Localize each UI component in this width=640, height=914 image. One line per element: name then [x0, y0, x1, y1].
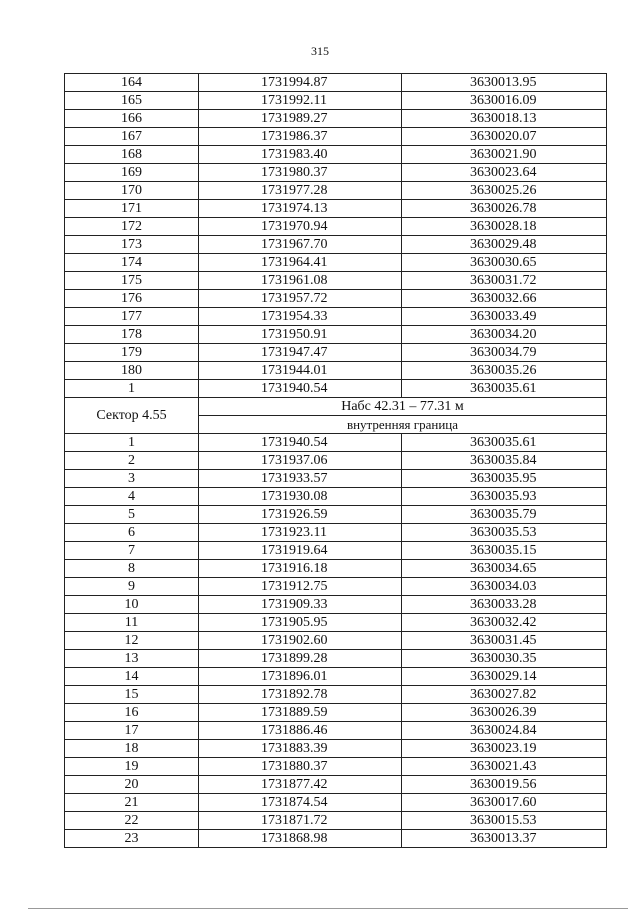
- x-coordinate-cell: 1731889.59: [199, 704, 402, 722]
- point-number-cell: 167: [65, 128, 199, 146]
- point-number-cell: 4: [65, 488, 199, 506]
- rows-after-group: [65, 434, 607, 848]
- x-coordinate-cell: 1731980.37: [199, 164, 402, 182]
- table-row: [65, 758, 607, 776]
- table-row: [65, 722, 607, 740]
- x-coordinate-cell: 1731989.27: [199, 110, 402, 128]
- y-coordinate-cell: 3630026.78: [402, 200, 607, 218]
- y-coordinate-cell: 3630021.90: [402, 146, 607, 164]
- y-coordinate-cell: 3630035.61: [402, 380, 607, 398]
- point-number-cell: 174: [65, 254, 199, 272]
- x-coordinate-cell: 1731947.47: [199, 344, 402, 362]
- y-coordinate-cell: 3630034.03: [402, 578, 607, 596]
- sector-label: Сектор 4.55: [65, 398, 199, 434]
- y-coordinate-cell: 3630035.84: [402, 452, 607, 470]
- y-coordinate-cell: 3630031.72: [402, 272, 607, 290]
- point-number-cell: 6: [65, 524, 199, 542]
- table-row: [65, 470, 607, 488]
- y-coordinate-cell: 3630028.18: [402, 218, 607, 236]
- y-coordinate-cell: 3630033.28: [402, 596, 607, 614]
- table-row: [65, 344, 607, 362]
- y-coordinate-cell: 3630029.48: [402, 236, 607, 254]
- table-row: [65, 506, 607, 524]
- x-coordinate-cell: 1731926.59: [199, 506, 402, 524]
- x-coordinate-cell: 1731877.42: [199, 776, 402, 794]
- y-coordinate-cell: 3630035.53: [402, 524, 607, 542]
- point-number-cell: 21: [65, 794, 199, 812]
- table-row: [65, 74, 607, 92]
- point-number-cell: 175: [65, 272, 199, 290]
- y-coordinate-cell: 3630034.20: [402, 326, 607, 344]
- x-coordinate-cell: 1731871.72: [199, 812, 402, 830]
- table-row: [65, 560, 607, 578]
- point-number-cell: 2: [65, 452, 199, 470]
- x-coordinate-cell: 1731961.08: [199, 272, 402, 290]
- y-coordinate-cell: 3630030.35: [402, 650, 607, 668]
- table-row: [65, 794, 607, 812]
- table-row: [65, 578, 607, 596]
- x-coordinate-cell: 1731902.60: [199, 632, 402, 650]
- point-number-cell: 20: [65, 776, 199, 794]
- sector-height-info: Набс 42.31 – 77.31 м: [199, 398, 607, 416]
- point-number-cell: 168: [65, 146, 199, 164]
- y-coordinate-cell: 3630024.84: [402, 722, 607, 740]
- table-row: [65, 614, 607, 632]
- table-row: [65, 362, 607, 380]
- table-row: [65, 776, 607, 794]
- point-number-cell: 12: [65, 632, 199, 650]
- x-coordinate-cell: 1731892.78: [199, 686, 402, 704]
- y-coordinate-cell: 3630035.26: [402, 362, 607, 380]
- point-number-cell: 18: [65, 740, 199, 758]
- coordinates-table: [64, 73, 607, 848]
- table-row: [65, 272, 607, 290]
- y-coordinate-cell: 3630029.14: [402, 668, 607, 686]
- y-coordinate-cell: 3630032.42: [402, 614, 607, 632]
- x-coordinate-cell: 1731930.08: [199, 488, 402, 506]
- x-coordinate-cell: 1731954.33: [199, 308, 402, 326]
- x-coordinate-cell: 1731967.70: [199, 236, 402, 254]
- sector-header-row: [65, 398, 607, 416]
- x-coordinate-cell: 1731883.39: [199, 740, 402, 758]
- point-number-cell: 16: [65, 704, 199, 722]
- rows-before-group: [65, 74, 607, 398]
- y-coordinate-cell: 3630035.61: [402, 434, 607, 452]
- point-number-cell: 1: [65, 434, 199, 452]
- y-coordinate-cell: 3630023.64: [402, 164, 607, 182]
- table-row: [65, 110, 607, 128]
- table-row: [65, 812, 607, 830]
- point-number-cell: 179: [65, 344, 199, 362]
- y-coordinate-cell: 3630019.56: [402, 776, 607, 794]
- y-coordinate-cell: 3630025.26: [402, 182, 607, 200]
- x-coordinate-cell: 1731874.54: [199, 794, 402, 812]
- table-row: [65, 290, 607, 308]
- y-coordinate-cell: 3630032.66: [402, 290, 607, 308]
- x-coordinate-cell: 1731899.28: [199, 650, 402, 668]
- y-coordinate-cell: 3630030.65: [402, 254, 607, 272]
- x-coordinate-cell: 1731886.46: [199, 722, 402, 740]
- point-number-cell: 23: [65, 830, 199, 848]
- table-row: [65, 686, 607, 704]
- y-coordinate-cell: 3630021.43: [402, 758, 607, 776]
- point-number-cell: 10: [65, 596, 199, 614]
- table-row: [65, 704, 607, 722]
- sector-header: [65, 398, 607, 434]
- y-coordinate-cell: 3630017.60: [402, 794, 607, 812]
- table-row: [65, 452, 607, 470]
- y-coordinate-cell: 3630034.65: [402, 560, 607, 578]
- table-row: [65, 236, 607, 254]
- table-row: [65, 596, 607, 614]
- x-coordinate-cell: 1731923.11: [199, 524, 402, 542]
- y-coordinate-cell: 3630026.39: [402, 704, 607, 722]
- point-number-cell: 176: [65, 290, 199, 308]
- x-coordinate-cell: 1731974.13: [199, 200, 402, 218]
- point-number-cell: 3: [65, 470, 199, 488]
- y-coordinate-cell: 3630035.93: [402, 488, 607, 506]
- point-number-cell: 173: [65, 236, 199, 254]
- point-number-cell: 165: [65, 92, 199, 110]
- point-number-cell: 1: [65, 380, 199, 398]
- x-coordinate-cell: 1731933.57: [199, 470, 402, 488]
- table-row: [65, 164, 607, 182]
- point-number-cell: 166: [65, 110, 199, 128]
- x-coordinate-cell: 1731986.37: [199, 128, 402, 146]
- y-coordinate-cell: 3630016.09: [402, 92, 607, 110]
- x-coordinate-cell: 1731937.06: [199, 452, 402, 470]
- point-number-cell: 8: [65, 560, 199, 578]
- y-coordinate-cell: 3630018.13: [402, 110, 607, 128]
- point-number-cell: 5: [65, 506, 199, 524]
- point-number-cell: 19: [65, 758, 199, 776]
- point-number-cell: 171: [65, 200, 199, 218]
- table-row: [65, 650, 607, 668]
- x-coordinate-cell: 1731977.28: [199, 182, 402, 200]
- x-coordinate-cell: 1731912.75: [199, 578, 402, 596]
- table-row: [65, 128, 607, 146]
- point-number-cell: 13: [65, 650, 199, 668]
- point-number-cell: 172: [65, 218, 199, 236]
- x-coordinate-cell: 1731919.64: [199, 542, 402, 560]
- table-row: [65, 632, 607, 650]
- y-coordinate-cell: 3630027.82: [402, 686, 607, 704]
- y-coordinate-cell: 3630013.37: [402, 830, 607, 848]
- y-coordinate-cell: 3630023.19: [402, 740, 607, 758]
- point-number-cell: 11: [65, 614, 199, 632]
- point-number-cell: 17: [65, 722, 199, 740]
- table-row: [65, 434, 607, 452]
- x-coordinate-cell: 1731909.33: [199, 596, 402, 614]
- table-row: [65, 830, 607, 848]
- point-number-cell: 180: [65, 362, 199, 380]
- x-coordinate-cell: 1731880.37: [199, 758, 402, 776]
- y-coordinate-cell: 3630015.53: [402, 812, 607, 830]
- table-row: [65, 218, 607, 236]
- x-coordinate-cell: 1731944.01: [199, 362, 402, 380]
- x-coordinate-cell: 1731992.11: [199, 92, 402, 110]
- point-number-cell: 164: [65, 74, 199, 92]
- point-number-cell: 7: [65, 542, 199, 560]
- table-row: [65, 542, 607, 560]
- x-coordinate-cell: 1731868.98: [199, 830, 402, 848]
- y-coordinate-cell: 3630035.79: [402, 506, 607, 524]
- table-row: [65, 254, 607, 272]
- x-coordinate-cell: 1731994.87: [199, 74, 402, 92]
- table-row: [65, 92, 607, 110]
- y-coordinate-cell: 3630035.95: [402, 470, 607, 488]
- x-coordinate-cell: 1731950.91: [199, 326, 402, 344]
- table-row: [65, 668, 607, 686]
- y-coordinate-cell: 3630035.15: [402, 542, 607, 560]
- table-row: [65, 146, 607, 164]
- table-row: [65, 740, 607, 758]
- y-coordinate-cell: 3630013.95: [402, 74, 607, 92]
- point-number-cell: 22: [65, 812, 199, 830]
- x-coordinate-cell: 1731964.41: [199, 254, 402, 272]
- table-row: [65, 326, 607, 344]
- x-coordinate-cell: 1731940.54: [199, 434, 402, 452]
- y-coordinate-cell: 3630031.45: [402, 632, 607, 650]
- x-coordinate-cell: 1731983.40: [199, 146, 402, 164]
- x-coordinate-cell: 1731957.72: [199, 290, 402, 308]
- page-bottom-rule: [28, 908, 628, 909]
- y-coordinate-cell: 3630033.49: [402, 308, 607, 326]
- point-number-cell: 15: [65, 686, 199, 704]
- y-coordinate-cell: 3630020.07: [402, 128, 607, 146]
- table-row: [65, 200, 607, 218]
- point-number-cell: 177: [65, 308, 199, 326]
- x-coordinate-cell: 1731940.54: [199, 380, 402, 398]
- table-row: [65, 308, 607, 326]
- page-number: 315: [311, 44, 329, 58]
- table-row: [65, 182, 607, 200]
- table-row: [65, 380, 607, 398]
- table-row: [65, 524, 607, 542]
- x-coordinate-cell: 1731916.18: [199, 560, 402, 578]
- point-number-cell: 170: [65, 182, 199, 200]
- table-row: [65, 488, 607, 506]
- point-number-cell: 9: [65, 578, 199, 596]
- point-number-cell: 178: [65, 326, 199, 344]
- y-coordinate-cell: 3630034.79: [402, 344, 607, 362]
- x-coordinate-cell: 1731896.01: [199, 668, 402, 686]
- x-coordinate-cell: 1731905.95: [199, 614, 402, 632]
- sector-boundary-type: внутренняя граница: [199, 416, 607, 434]
- point-number-cell: 14: [65, 668, 199, 686]
- x-coordinate-cell: 1731970.94: [199, 218, 402, 236]
- point-number-cell: 169: [65, 164, 199, 182]
